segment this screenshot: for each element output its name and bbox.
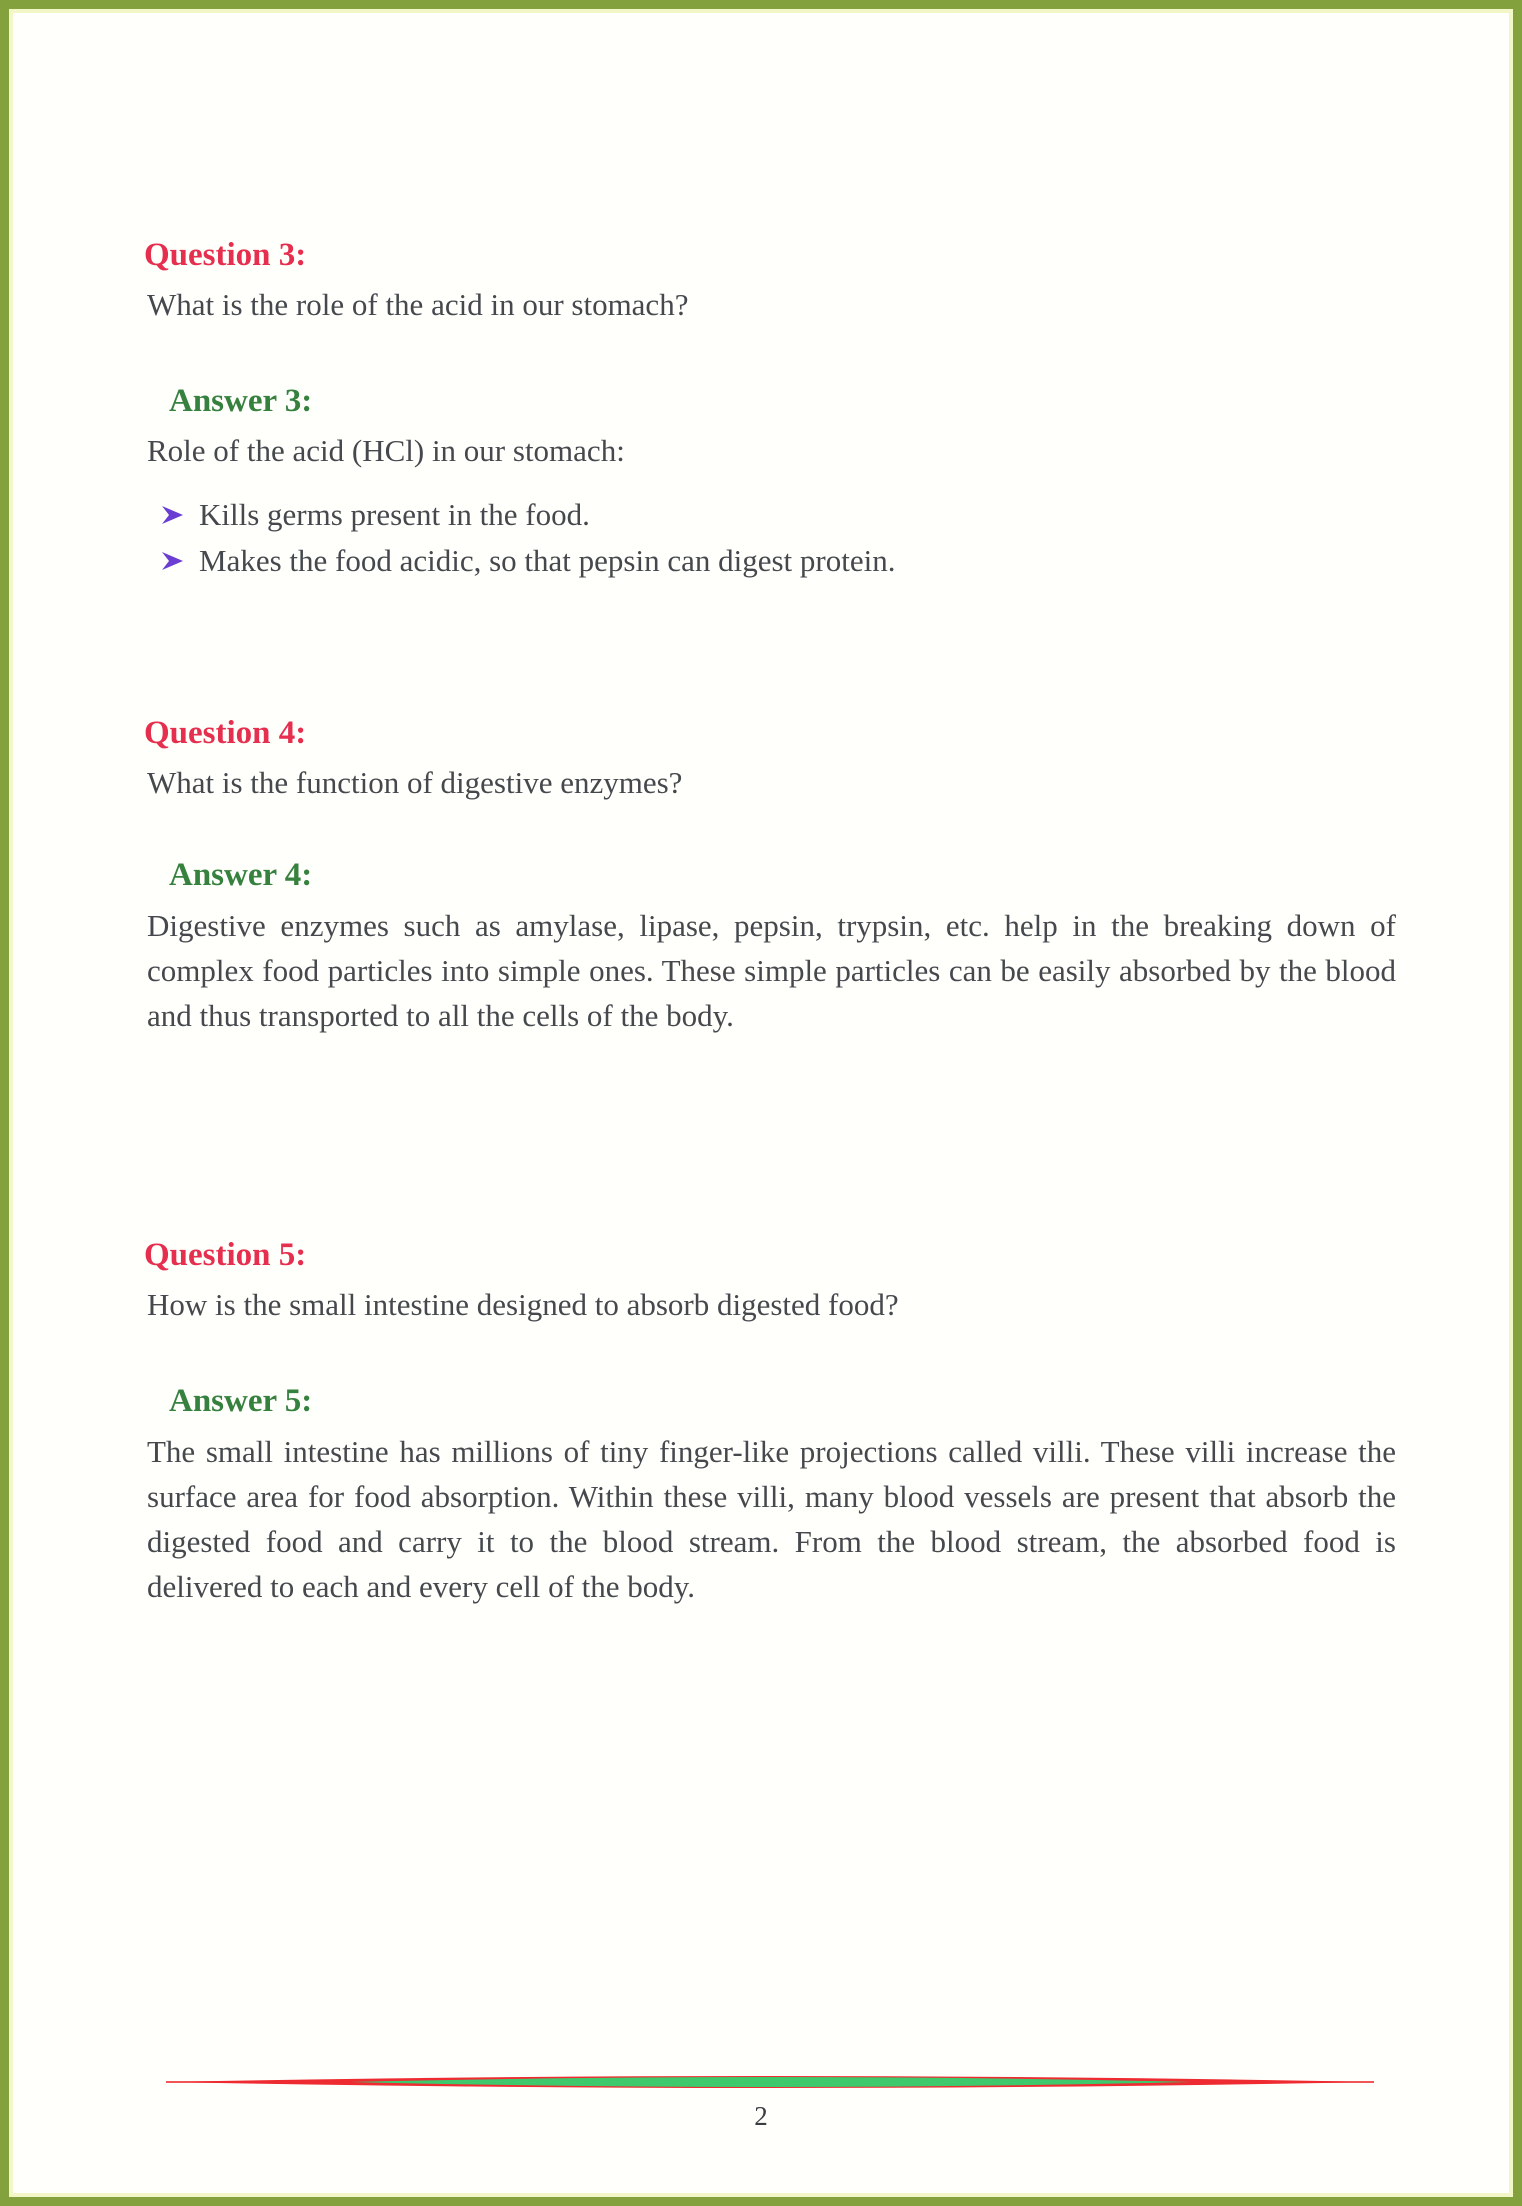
answer-3-label: Answer 3: [169, 383, 313, 419]
question-5-text: How is the small intestine designed to absorb digested food? [147, 1287, 899, 1322]
arrowhead-right-icon [161, 504, 185, 526]
answer-5-label: Answer 5: [169, 1383, 313, 1419]
question-4-label: Question 4: [144, 715, 307, 751]
question-4-text: What is the function of digestive enzymes? [147, 765, 683, 800]
question-5-label: Question 5: [144, 1237, 307, 1273]
question-3-text: What is the role of the acid in our stomach? [147, 287, 689, 322]
answer-4-paragraph: Digestive enzymes such as amylase, lipase, pepsin, trypsin, etc. help in the breaking down of complex food particles into simple ones. These simple particles can be easily absorbed by the blood and thus transported to all the cells of the body. [147, 908, 1396, 1033]
answer-3-bullet-list [161, 497, 895, 589]
question-3-label: Question 3: [144, 237, 307, 273]
page-number: 2 [754, 2101, 768, 2131]
bullet-text: Kills germs present in the food. [199, 497, 590, 532]
lens-ornament-divider [166, 2072, 1374, 2092]
answer-3-intro: Role of the acid (HCl) in our stomach: [147, 433, 625, 468]
list-item [161, 497, 895, 543]
arrowhead-right-icon [161, 550, 185, 572]
list-item [161, 543, 895, 589]
bullet-text: Makes the food acidic, so that pepsin can digest protein. [199, 543, 896, 578]
answer-5-paragraph: The small intestine has millions of tiny finger-like projections called villi. These villi increase the surface area for food absorption. Within these villi, many blood vessels are present that absorb the digested food and carry it to the blood stream. From the blood stream, the absorbed food is delivered to each and every cell of the body. [147, 1434, 1396, 1604]
answer-4-label: Answer 4: [169, 857, 313, 893]
